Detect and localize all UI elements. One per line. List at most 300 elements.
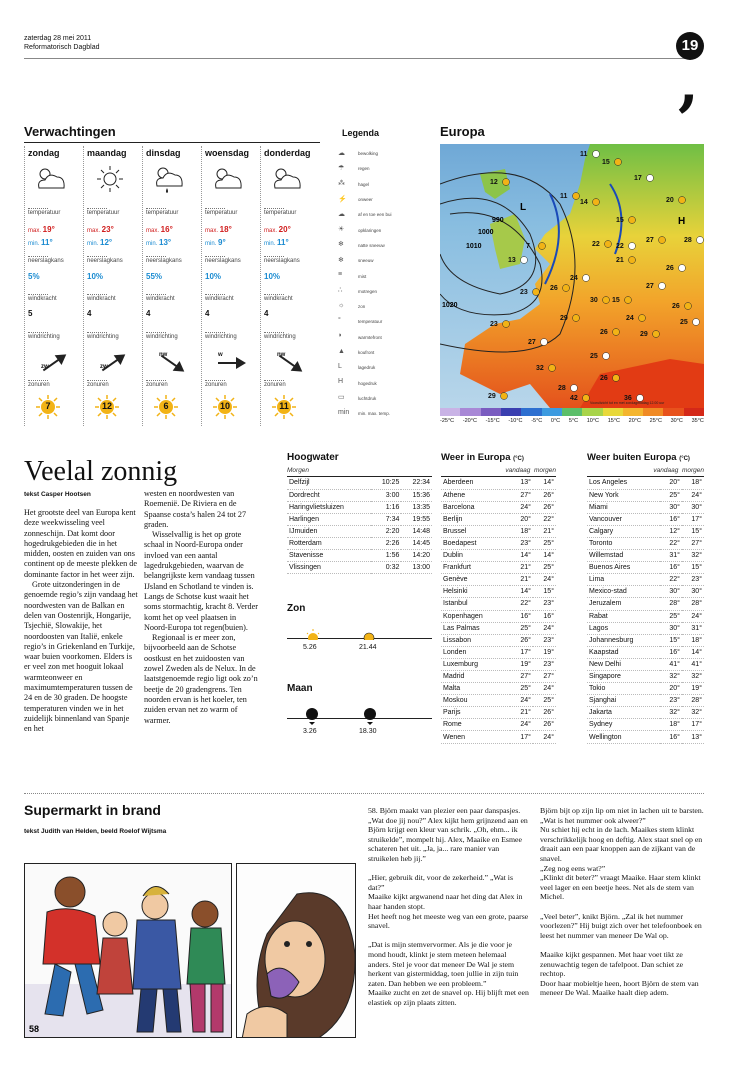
comic-text-col-1: 58. Björn maakt van plezier een paar danspasjes. „Wat doe jij nou?” Alex kijkt hem grijnzend aan en Björn krijgt een kleur van schrik. „Oh, ehm... ik struikelde”, mompelt hij. Alex, Maaike en Esmee schateren het uit. „Ja, ja... rare manier van struikelen heb jij.” „Hier, gebruik dit, voor de zekerheid.” „Wat is dat?” Maaike kijkt argwanend naar het ding dat Alex in haar handen stopt. Het heeft nog het meeste weg van een grote, paarse snavel. „Dat is mijn stemvervormer. Als je die voor je mond houdt, klinkt je stem meteen helemaal anders. Stel je voor dat meneer De Wal je stem herkent van gistermiddag, toen jullie in zijn tuin zaten. Dan hebben we een probleem.” Maaike zucht en zet de snavel op. Hij blijft met een elastiek op zijn plaats zitten. [368,806,529,1007]
legend-item [338,299,428,314]
map-weather-icon [615,159,622,166]
dotted-rule [87,332,107,333]
weather-world-row [587,610,704,622]
scale-label: 20°C [628,418,641,424]
max-label: max. [28,228,43,234]
value-today: 16° [660,513,682,525]
scale-swatch [460,408,480,416]
value-today: 17° [510,731,533,743]
row-label: windkracht [146,296,175,302]
tide-row [287,489,432,501]
value-today: 20° [510,513,533,525]
weather-world-row [587,658,704,670]
value-tomorrow: 26° [533,707,556,719]
map-temperature: 7 [526,243,530,250]
dotted-rule [28,256,48,257]
weather-world-row [587,719,704,731]
value-tomorrow: 26° [533,489,556,501]
wind-value: 4 [205,309,210,318]
place-name: Lissabon [441,634,510,646]
scale-swatch [643,408,663,416]
dotted-rule [205,208,225,209]
legend-item [338,284,428,299]
value-today: 16° [510,610,533,622]
legend-symbol-icon: ☼ [338,301,345,309]
weather-europe-row [441,683,556,695]
weather-world-row [587,525,704,537]
comic-panel-1 [24,863,232,1038]
map-weather-icon [659,237,666,244]
row-label: temperatuur [28,210,61,216]
dotted-rule [205,380,225,381]
day-name: zondag [28,148,60,158]
value-tomorrow: 15:36 [401,489,432,501]
min-temp [146,238,171,247]
value-today: 20° [660,683,682,695]
weather-europe-row [441,562,556,574]
article-paragraph: Grote uitzonderingen in de genoemde regio’s zijn vandaag het noordwesten van de Balkan en delen van Oostenrijk, Hongarije, Tsjechië, Slowakije, het noordoosten van Italië, enkele regio’s in Griekenland en Turkije, waar buien voorkomen. Elders is er veel zon met hooguit lokaal warmteonweer en maximumtemperaturen tussen de 24 en de 30 graden. De hoogste temperaturen vinden we in het zuidelijk binnenland van Spanje en het [24,580,138,734]
value-tomorrow: 25° [533,562,556,574]
scale-swatch [562,408,582,416]
article-col-2 [144,489,258,726]
legend-label: bewolking [358,151,379,157]
dotted-rule [264,256,284,257]
row-label: zonuren [205,382,227,388]
value-tomorrow: 23° [533,598,556,610]
tide-row [287,513,432,525]
value-today: 15° [660,634,682,646]
value-today: 3:00 [371,489,402,501]
place-name: Rotterdam [287,537,371,549]
dotted-rule [28,208,48,209]
map-temperature: 26 [600,375,608,382]
value-tomorrow: 31° [682,622,704,634]
dotted-rule [28,380,48,381]
place-name: Sydney [587,719,660,731]
value-tomorrow: 23° [682,574,704,586]
max-label: max. [87,228,102,234]
place-name: Jakarta [587,707,660,719]
weather-europe-row [441,574,556,586]
map-weather-icon [563,285,570,292]
map-temperature: 29 [560,315,568,322]
place-name: Wenen [441,731,510,743]
map-temperature: 26 [600,329,608,336]
value-today: 2:26 [371,537,402,549]
tide-section [287,452,432,574]
weather-europe-row [441,501,556,513]
tide-title: Hoogwater [287,452,339,463]
map-weather-icon [653,331,660,338]
article-paragraph: Regionaal is er meer zon, bijvoorbeeld aan de Schotse oostkust en het zuidoosten van zowel Zweden als de Nelux. In de laatstgenoemde regio ligt ook zo’n beetje de 20 gradengrens. Ten noorden ervan is het koeler, ten zuiden ervan net zo warm of warmer. [144,633,258,725]
weather-world-row [587,731,704,743]
value-today: 16° [660,562,682,574]
value-today: 25° [660,489,682,501]
dotted-rule [205,332,225,333]
dotted-rule [87,208,107,209]
map-temperature: 26 [550,285,558,292]
row-label: windrichting [205,334,237,340]
scale-label: -5°C [531,418,543,424]
value-tomorrow: 15° [533,586,556,598]
value-tomorrow: 32° [682,550,704,562]
wind-value: 4 [87,309,92,318]
weather-europe-row [441,671,556,683]
dotted-rule [87,380,107,381]
place-name: Lagos [587,622,660,634]
row-label: neerslagkans [146,258,182,264]
scale-swatch [684,408,704,416]
value-today: 32° [660,671,682,683]
value-tomorrow: 25° [533,537,556,549]
map-caption: Vooruitzicht tot en met zondagmiddag 12.00 uur [590,401,665,405]
place-name: Delfzijl [287,477,371,489]
map-weather-icon [503,179,510,186]
dotted-rule [146,332,166,333]
wind-value: 5 [28,309,33,318]
value-today: 13° [510,477,533,489]
map-temperature: 32 [536,365,544,372]
map-temperature: 12 [490,179,498,186]
value-today: 30° [660,501,682,513]
map-weather-icon [625,297,632,304]
place-name: Berlijn [441,513,510,525]
legend-symbol-icon: ☁ [338,210,345,218]
legend-item [338,406,428,421]
header-rule [24,58,690,59]
value-today: 25° [510,683,533,695]
row-label: windrichting [264,334,296,340]
map-weather-icon [629,257,636,264]
place-name: Moskou [441,695,510,707]
map-weather-icon [501,393,508,400]
precip-value: 10% [205,272,222,281]
value-today: 18° [510,525,533,537]
map-temperature: 15 [616,217,624,224]
map-temperature: 20 [666,197,674,204]
map-weather-icon [639,315,646,322]
weather-world-row [587,537,704,549]
dotted-rule [264,294,284,295]
legend-label: luchtdruk [358,395,377,401]
legend-item [338,391,428,406]
map-temperature: 21 [616,257,624,264]
map-temperature: 23 [520,289,528,296]
place-name: Helsinki [441,586,510,598]
comic-title: Supermarkt in brand [24,802,161,818]
value-today: 12° [660,525,682,537]
moonrise-time: 3.26 [303,728,317,735]
sunrise-time: 5.26 [303,644,317,651]
comic-panel-2 [236,863,356,1038]
weather-europe-title [441,452,556,463]
dotted-rule [205,256,225,257]
value-today: 25° [660,610,682,622]
map-weather-icon [539,243,546,250]
value-tomorrow: 32° [682,707,704,719]
place-name: Vlissingen [287,562,371,574]
forecast-day [260,146,314,426]
value-today: 26° [510,634,533,646]
place-name: Stavenisse [287,550,371,562]
legend-symbol-icon: ☂ [338,164,345,172]
weather-icon [149,164,189,196]
legend-symbol-icon: ∴ [338,287,343,295]
row-label: windrichting [146,334,178,340]
legend-symbol-icon: ◗ [338,332,343,340]
min-label: min. [87,241,101,247]
precip-value: 5% [28,272,40,281]
value-tomorrow: 19° [682,683,704,695]
weather-europe-unit: (°C) [513,456,524,462]
map-weather-icon [659,283,666,290]
value-tomorrow: 25° [533,695,556,707]
place-name: Miami [587,501,660,513]
legend-symbol-icon: ▭ [338,394,345,402]
legend-label: koufront [358,350,375,355]
sun-title: Zon [287,603,306,614]
scale-label: -15°C [485,418,500,424]
map-temperature: 24 [570,275,578,282]
legend-symbol-icon: ▲ [338,347,345,355]
scale-label: -25°C [440,418,455,424]
row-label: zonuren [146,382,168,388]
map-temperature: 15 [602,159,610,166]
map-temperature: 14 [580,199,588,206]
weather-icon [90,164,130,196]
row-label: temperatuur [264,210,297,216]
wind-direction: nw [277,352,286,358]
legend-symbol-icon: ° [338,316,341,324]
row-label: neerslagkans [28,258,64,264]
value-today: 24° [510,501,533,513]
place-name: Madrid [441,671,510,683]
article-headline: Veelal zonnig [24,456,178,487]
weather-world-row [587,574,704,586]
map-temperature: 25 [680,319,688,326]
map-temperature: 30 [590,297,598,304]
weather-world-row [587,489,704,501]
value-tomorrow: 24° [682,610,704,622]
comic-panel-2-art [237,864,356,1038]
weather-world-row [587,683,704,695]
legend-label: regen [358,166,370,172]
place-name: Dordrecht [287,489,371,501]
value-today: 32° [660,707,682,719]
col-tomorrow: morgen [681,467,704,474]
weather-world-row [587,671,704,683]
legend-symbol-icon: ❄ [338,241,344,249]
row-label: zonuren [264,382,286,388]
place-name: New York [587,489,660,501]
legend-item [338,330,428,345]
precip-value: 55% [146,272,163,281]
value-tomorrow: 17° [682,513,704,525]
tide-row [287,562,432,574]
wind-value: 4 [146,309,151,318]
min-temp [87,238,112,247]
value-tomorrow: 14:48 [401,525,432,537]
row-label: windkracht [205,296,234,302]
max-value: 19° [42,225,55,234]
weather-icon [208,164,248,196]
place-name: Athene [441,489,510,501]
wind-direction: w [218,352,223,358]
value-tomorrow: 21° [533,525,556,537]
value-today: 22° [660,537,682,549]
place-name: Haringvlietsluizen [287,501,371,513]
map-temperature: 17 [634,175,642,182]
europe-map-svg [440,144,704,408]
map-weather-icon [583,395,590,402]
place-name: Rome [441,719,510,731]
weather-europe-row [441,525,556,537]
max-temp [205,225,232,234]
min-value: 11° [41,238,53,247]
scale-label: -20°C [462,418,477,424]
map-weather-icon [603,297,610,304]
value-tomorrow: 26° [533,719,556,731]
place-name: Sjanghai [587,695,660,707]
place-name: Brussel [441,525,510,537]
low-pressure-label: L [520,202,527,213]
value-tomorrow: 16° [533,610,556,622]
value-tomorrow: 28° [682,695,704,707]
value-tomorrow: 19:55 [401,513,432,525]
moon-title: Maan [287,683,313,694]
tide-table [287,477,432,574]
value-tomorrow: 22:34 [401,477,432,489]
row-label: temperatuur [146,210,179,216]
wind-value: 4 [264,309,269,318]
dotted-rule [264,208,284,209]
weather-world-cols [587,467,704,477]
scale-label: 0°C [550,418,561,424]
place-name: Lima [587,574,660,586]
value-today: 30° [660,622,682,634]
legend-symbol-icon: ⚡ [338,195,347,203]
value-today: 24° [510,695,533,707]
legend-item [338,146,428,161]
map-temperature: 42 [570,395,578,402]
min-value: 13° [159,238,172,247]
map-temperature: 15 [612,297,620,304]
value-today: 23° [660,695,682,707]
legend-item [338,345,428,360]
weather-europe-row [441,550,556,562]
value-tomorrow: 18° [682,634,704,646]
precip-value: 10% [264,272,281,281]
value-tomorrow: 41° [682,658,704,670]
day-name: maandag [87,148,127,158]
legend-item [338,375,428,390]
article-paragraph: Wisselvallig is het op grote schaal in Noord-Europa onder invloed van een aantal lagedrukgebieden, waarvan de belangrijkste kern vandaag tussen IJsland en Schotland te vinden is. Langs de Schotse kust waait het soms stormachtig, kracht 8. Verder komt het op veel plaatsen in Noord-Europa tot regen(buien). [144,530,258,632]
place-name: Harlingen [287,513,371,525]
value-tomorrow: 23° [533,634,556,646]
scale-label: 5°C [568,418,579,424]
min-temp [264,238,289,247]
weather-europe-row [441,622,556,634]
pressure-label: 1010 [466,243,482,250]
place-name: Dublin [441,550,510,562]
value-today: 31° [660,550,682,562]
weather-world-row [587,501,704,513]
value-today: 0:32 [371,562,402,574]
legend-symbol-icon: L [338,362,342,370]
value-tomorrow: 24° [533,731,556,743]
value-tomorrow: 15° [682,525,704,537]
place-name: Genève [441,574,510,586]
value-tomorrow: 14° [533,550,556,562]
max-label: max. [264,228,279,234]
map-weather-icon [613,375,620,382]
place-name: Londen [441,646,510,658]
place-name: Buenos Aires [587,562,660,574]
forecast-rule [24,142,320,143]
row-label: neerslagkans [205,258,241,264]
row-label: windkracht [264,296,293,302]
day-name: donderdag [264,148,311,158]
min-temp [205,238,226,247]
value-tomorrow: 30° [682,501,704,513]
article-col-1 [24,508,138,735]
value-today: 22° [510,598,533,610]
max-value: 20° [278,225,291,234]
map-temperature: 26 [666,265,674,272]
scale-label: 35°C [691,418,704,424]
comic-byline: tekst Judith van Helden, beeld Roelof Wijtsma [24,828,167,835]
place-name: Kopenhagen [441,610,510,622]
weather-icon [267,164,307,196]
dotted-rule [264,380,284,381]
max-temp [28,225,55,234]
map-weather-icon [697,237,704,244]
place-name: Vancouver [587,513,660,525]
legend-label: hagel [358,181,370,187]
max-value: 18° [219,225,232,234]
map-weather-icon [573,315,580,322]
map-weather-icon [685,303,692,310]
value-tomorrow: 24° [533,574,556,586]
tide-subtitle: Morgen [287,467,432,477]
value-today: 21° [510,707,533,719]
map-weather-icon [521,257,528,264]
place-name: Luxemburg [441,658,510,670]
map-temperature: 28 [684,237,692,244]
value-today: 1:16 [371,501,402,513]
map-weather-icon [583,275,590,282]
legend-list [338,146,428,421]
panel-number: 58 [29,1024,40,1034]
weather-world-title [587,452,704,463]
weather-europe-row [441,634,556,646]
row-label: zonuren [28,382,50,388]
article-byline: tekst Casper Hootsen [24,491,91,498]
scale-label: -10°C [508,418,523,424]
moon-section [287,683,432,742]
row-label: neerslagkans [87,258,123,264]
map-temperature: 29 [640,331,648,338]
weather-world-row [587,622,704,634]
tide-row [287,525,432,537]
map-temperature: 27 [646,283,654,290]
legend-item [338,177,428,192]
row-label: temperatuur [205,210,238,216]
europe-map [440,144,704,408]
weather-europe-row [441,513,556,525]
legend-symbol-icon: ☁ [338,149,345,157]
dotted-rule [87,256,107,257]
